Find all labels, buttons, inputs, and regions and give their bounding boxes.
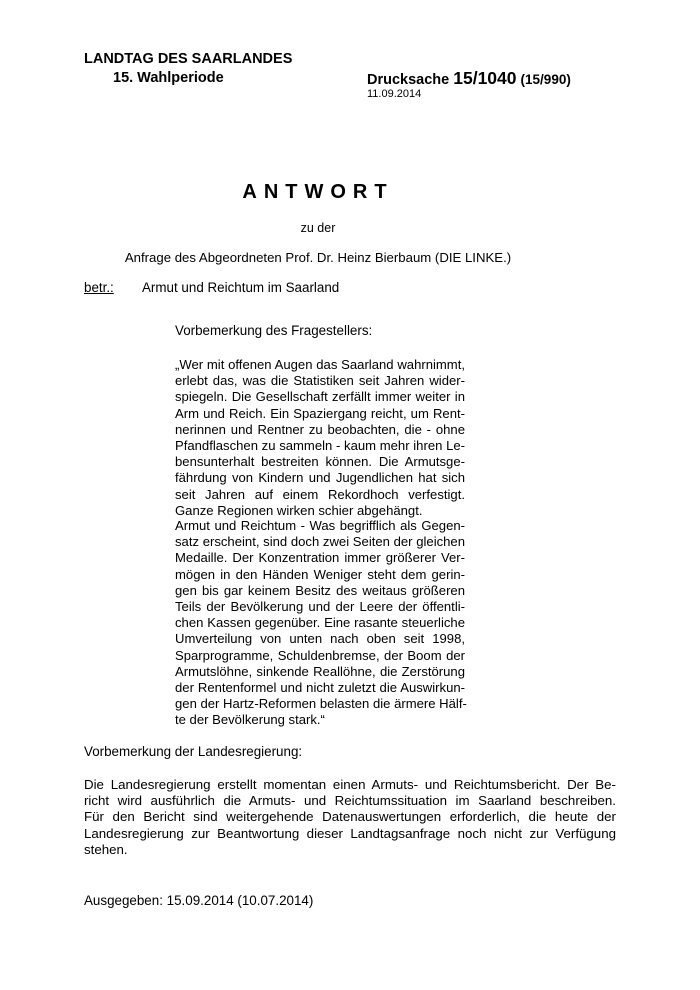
text-line: Armutslöhne, sinkende Reallöhne, die Zerstörung: [175, 663, 465, 679]
text-line: Armut und Reichtum - Was begrifflich als Gegen-: [175, 518, 465, 533]
legislative-period: 15. Wahlperiode: [113, 70, 224, 86]
subject-text: Armut und Reichtum im Saarland: [142, 280, 340, 295]
text-line: stehen.: [84, 841, 128, 857]
text-line: Sparprogramme, Schuldenbremse, der Boom der: [175, 647, 465, 663]
government-paragraph: [84, 777, 616, 858]
drucksache-reference: [367, 68, 571, 89]
text-line: te der Bevölkerung stark.“: [175, 712, 325, 728]
drucksache-previous-number: (15/990): [520, 72, 571, 87]
inquiry-line: Anfrage des Abgeordneten Prof. Dr. Heinz Bierbaum (DIE LINKE.): [124, 250, 512, 265]
text-line: Ganze Regionen wirken schier abgehängt.: [175, 502, 423, 518]
subject-label: betr.:: [84, 280, 114, 295]
text-line: Die Landesregierung erstellt momentan einen Armuts- und Reichtumsbericht. Der Be-: [84, 777, 616, 792]
text-line: Medaille. Der Konzentration immer größerer Ver-: [175, 550, 465, 566]
text-line: erlebt das, was die Statistiken seit Jahren wider-: [175, 373, 465, 389]
text-line: „Wer mit offenen Augen das Saarland wahrnimmt,: [175, 357, 465, 372]
questioner-paragraph-1: [175, 357, 465, 519]
questioner-paragraph-2: [175, 518, 465, 729]
text-line: richt wird ausführlich die Armuts- und Reichtumssituation im Saarland beschreiben.: [84, 793, 616, 809]
text-line: fährdung von Kindern und Jugendlichen hat sich: [175, 470, 465, 486]
text-line: gen bis gar keinem Besitz des weitaus größeren: [175, 582, 465, 598]
text-line: Pfandflaschen zu sammeln - kaum mehr ihren Le-: [175, 438, 465, 454]
text-line: bensunterhalt bestreiten können. Die Armutsge-: [175, 454, 465, 470]
text-line: satz erscheint, sind doch zwei Seiten der gleichen: [175, 534, 465, 550]
text-line: Für den Bericht sind weitergehende Datenauswertungen erforderlich, die heute der: [84, 809, 616, 825]
text-line: seit Jahren auf einem Rekordhoch verfestigt.: [175, 486, 465, 502]
document-date: 11.09.2014: [367, 88, 422, 100]
text-line: Teils der Bevölkerung und der Leere der öffentli-: [175, 599, 465, 615]
document-title: ANTWORT: [242, 181, 394, 203]
text-line: gen der Hartz-Reformen belasten die ärmere Hälf-: [175, 696, 467, 712]
text-line: spiegeln. Die Gesellschaft zerfällt immer weiter in: [175, 389, 465, 405]
text-line: mögen in den Händen Weniger steht dem gerin-: [175, 566, 465, 582]
text-line: Umverteilung von unten nach oben seit 1998,: [175, 631, 465, 647]
drucksache-label: Drucksache: [367, 72, 450, 88]
text-line: nerinnen und Rentner zu beobachten, die - ohne: [175, 421, 465, 437]
issued-date-line: Ausgegeben: 15.09.2014 (10.07.2014): [84, 893, 314, 908]
government-preliminary-heading: Vorbemerkung der Landesregierung:: [84, 744, 303, 759]
text-line: chen Kassen gegenüber. Eine rasante steuerliche: [175, 615, 465, 631]
text-line: Arm und Reich. Ein Spaziergang reicht, um Rent-: [175, 405, 465, 421]
text-line: Landesregierung zur Beantwortung dieser Landtagsanfrage noch nicht zur Verfügung: [84, 825, 616, 841]
parliament-name: LANDTAG DES SAARLANDES: [84, 51, 293, 67]
title-connector: zu der: [300, 221, 336, 235]
text-line: der Rentenformel und nicht zuletzt die Auswirkun-: [175, 680, 465, 696]
drucksache-number: 15/1040: [453, 68, 517, 88]
questioner-preliminary-heading: Vorbemerkung des Fragestellers:: [175, 323, 373, 338]
